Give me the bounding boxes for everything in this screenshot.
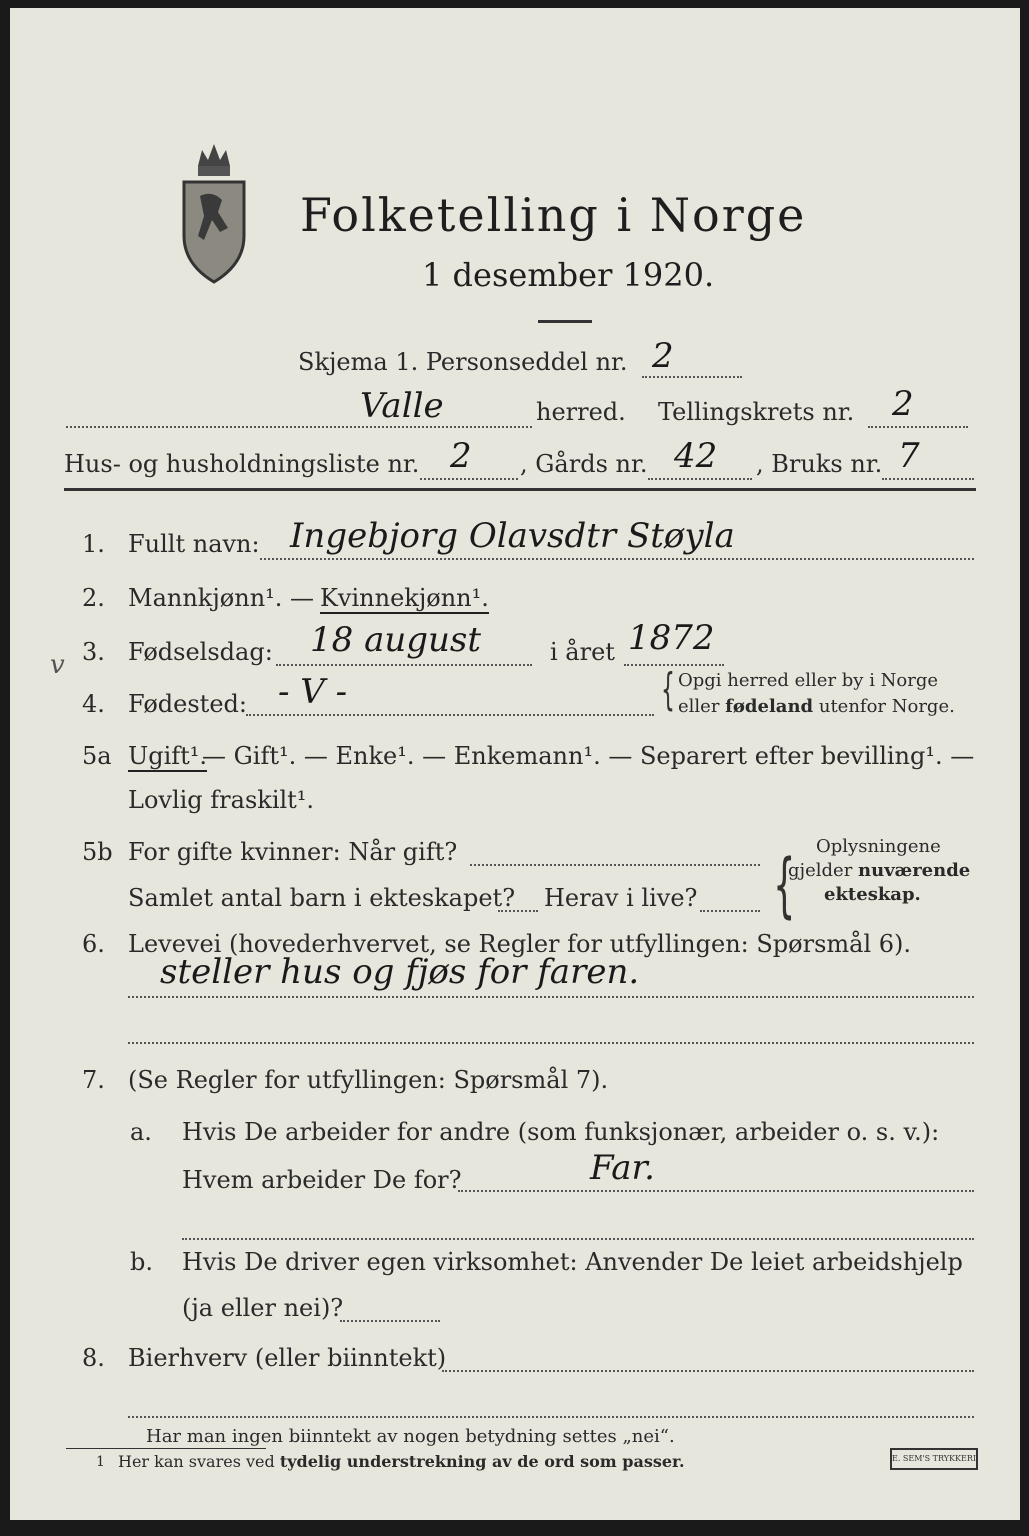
q1-full-name: Ingebjorg Olavsdtr Støyla <box>290 516 735 556</box>
q7a-hvem-label: Hvem arbeider De for? <box>182 1166 462 1194</box>
q4-brace: { <box>661 664 675 715</box>
q1-number: 1. <box>82 530 105 558</box>
tellingskrets-value: 2 <box>892 384 914 424</box>
herred-line <box>66 426 532 428</box>
q1-label: Fullt navn: <box>128 530 260 558</box>
q3-birth-day: 18 august <box>310 620 482 660</box>
q7b-letter: b. <box>130 1248 153 1276</box>
q4-birthplace: - V - <box>278 672 348 712</box>
q4-note-line2: eller fødeland utenfor Norge. <box>678 696 955 717</box>
q3-day-line <box>276 664 532 666</box>
biinntekt-note: Har man ingen biinntekt av nogen betydning settes „nei“. <box>146 1426 675 1447</box>
herred-label: herred. <box>536 398 626 426</box>
q3-number: 3. <box>82 638 105 666</box>
q5b-note-line2: gjelder nuværende <box>788 860 971 881</box>
q1-line <box>260 558 974 560</box>
footnote-rule <box>66 1448 266 1449</box>
q4-label: Fødested: <box>128 690 247 718</box>
printer-stamp: E. SEM'S TRYKKERI <box>890 1448 978 1470</box>
q7b-label: Hvis De driver egen virksomhet: Anvender De leiet arbeidshjelp <box>182 1248 963 1276</box>
q6-line2 <box>128 1042 974 1044</box>
q3-aaret: i året <box>550 638 615 666</box>
q8-line2 <box>128 1416 974 1418</box>
q2-number: 2. <box>82 584 105 612</box>
coat-of-arms-emblem <box>178 136 250 286</box>
personseddel-line <box>642 376 742 378</box>
q5b-naar-gift-label: For gifte kvinner: Når gift? <box>128 838 458 866</box>
q7b-line <box>340 1320 440 1322</box>
q5b-note-line3: ekteskap. <box>824 884 921 905</box>
gards-line <box>648 478 752 480</box>
census-date: 1 desember 1920. <box>422 256 715 294</box>
form-title: Folketelling i Norge <box>300 188 807 242</box>
q5b-naar-gift-line <box>470 864 760 866</box>
q4-number: 4. <box>82 690 105 718</box>
q5a-ugift-underlined: Ugift¹. <box>128 742 208 770</box>
herred-value: Valle <box>360 386 444 426</box>
q7-label: (Se Regler for utfyllingen: Spørsmål 7). <box>128 1066 609 1094</box>
q8-line1 <box>442 1370 974 1372</box>
q4-line <box>246 714 654 716</box>
skjema-label: Skjema 1. Personseddel nr. <box>298 348 628 376</box>
q6-occupation: steller hus og fjøs for faren. <box>160 952 640 992</box>
title-divider <box>538 320 592 323</box>
q5b-herav-line <box>700 910 760 912</box>
q5b-brace: { <box>773 844 796 926</box>
q7a-extra-line <box>182 1238 974 1240</box>
gards-label: , Gårds nr. <box>520 450 648 478</box>
q6-label: Levevei (hovederhvervet, se Regler for utfyllingen: Spørsmål 6). <box>128 930 912 958</box>
q8-number: 8. <box>82 1344 105 1372</box>
bruks-line <box>882 478 974 480</box>
q7a-employer: Far. <box>590 1148 655 1188</box>
q6-number: 6. <box>82 930 105 958</box>
tellingskrets-line <box>868 426 968 428</box>
q5a-number: 5a <box>82 742 112 770</box>
q5b-note-line1: Oplysningene <box>816 836 941 857</box>
q4-note-line1: Opgi herred eller by i Norge <box>678 670 939 691</box>
q3-label: Fødselsdag: <box>128 638 273 666</box>
q5b-barn-line <box>498 910 538 912</box>
q5a-fraskilt: Lovlig fraskilt¹. <box>128 786 315 814</box>
q6-line1 <box>128 996 974 998</box>
gards-value: 42 <box>674 436 718 476</box>
hus-line <box>420 478 518 480</box>
q4-margin-mark: v <box>50 650 65 680</box>
q7b-janei-label: (ja eller nei)? <box>182 1294 344 1322</box>
personseddel-value: 2 <box>652 336 674 376</box>
footnote-text: Her kan svares ved tydelig understrekning av de ord som passer. <box>118 1452 685 1471</box>
hus-label: Hus- og husholdningsliste nr. <box>64 450 420 478</box>
bruks-label: , Bruks nr. <box>756 450 883 478</box>
bruks-value: 7 <box>898 436 920 476</box>
q7-number: 7. <box>82 1066 105 1094</box>
q7a-hvem-line <box>458 1190 974 1192</box>
q5b-barn-label: Samlet antal barn i ekteskapet? <box>128 884 516 912</box>
census-form <box>10 8 1020 1520</box>
header-rule <box>64 488 976 491</box>
q5a-options: — Gift¹. — Enke¹. — Enkemann¹. — Separert efter bevilling¹. — <box>202 742 975 770</box>
q3-birth-year: 1872 <box>628 618 715 658</box>
q2-mannkjonn: Mannkjønn¹. — <box>128 584 315 612</box>
hus-value: 2 <box>450 436 472 476</box>
q8-label: Bierhverv (eller biinntekt) <box>128 1344 447 1372</box>
q5b-number: 5b <box>82 838 113 866</box>
footnote-number: 1 <box>96 1454 105 1470</box>
tellingskrets-label: Tellingskrets nr. <box>658 398 855 426</box>
q7a-label: Hvis De arbeider for andre (som funksjonær, arbeider o. s. v.): <box>182 1118 940 1146</box>
q2-kvinnekjonn-underlined: Kvinnekjønn¹. <box>320 584 489 612</box>
q5b-herav-label: Herav i live? <box>544 884 698 912</box>
q7a-letter: a. <box>130 1118 152 1146</box>
